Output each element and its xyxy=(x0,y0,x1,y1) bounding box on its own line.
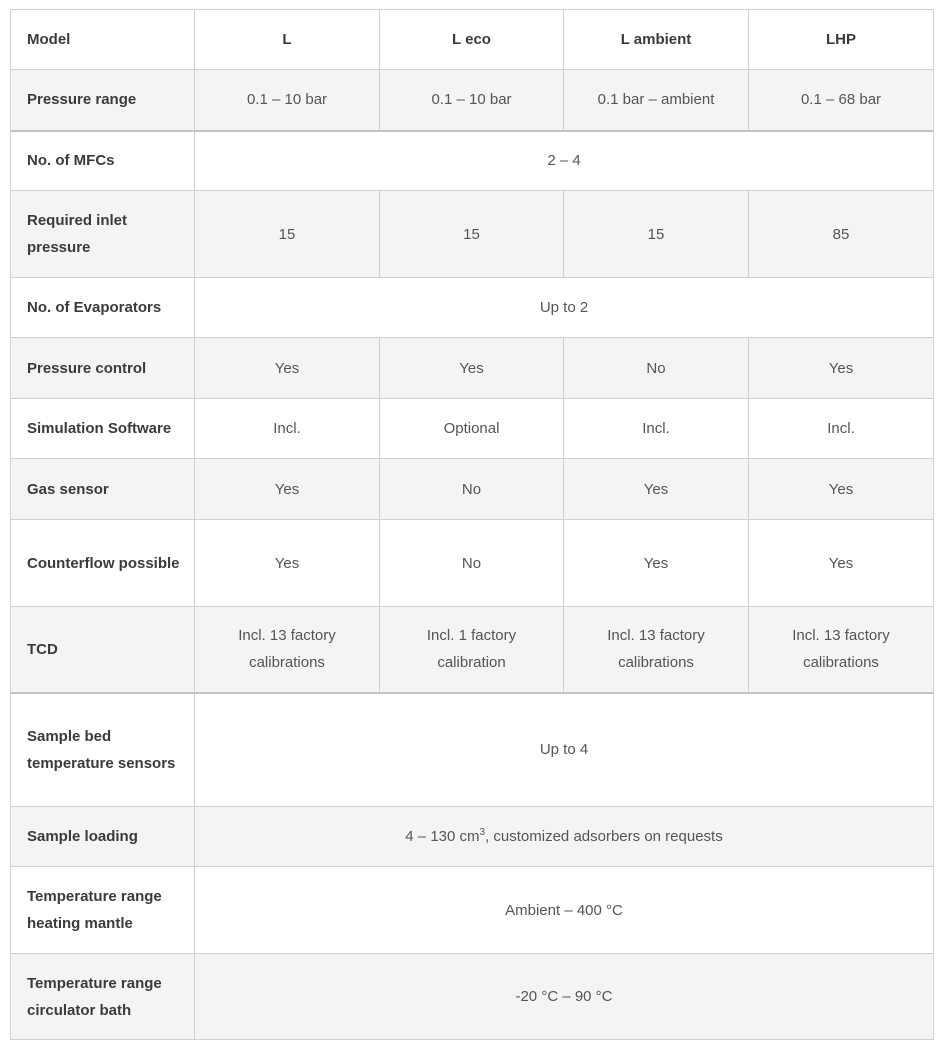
header-lhp: LHP xyxy=(749,10,934,70)
table-cell: Incl. 1 factory calibration xyxy=(380,607,564,693)
row-label: Pressure range xyxy=(11,70,195,131)
table-cell: Yes xyxy=(749,338,934,399)
table-cell: Incl. xyxy=(749,399,934,459)
row-label: Temperature range heating mantle xyxy=(11,867,195,954)
table-cell: Yes xyxy=(749,520,934,607)
header-model: Model xyxy=(11,10,195,70)
row-label: Sample loading xyxy=(11,807,195,867)
table-cell-merged: Up to 2 xyxy=(195,278,934,338)
table-cell-merged: Up to 4 xyxy=(195,693,934,807)
row-label: Pressure control xyxy=(11,338,195,399)
table-cell: Incl. 13 factory calibrations xyxy=(195,607,380,693)
table-cell: No xyxy=(380,459,564,520)
table-cell: Yes xyxy=(195,520,380,607)
table-cell: Yes xyxy=(195,338,380,399)
table-row xyxy=(11,191,934,278)
table-cell: Incl. xyxy=(564,399,749,459)
table-row xyxy=(11,131,934,191)
table-row xyxy=(11,338,934,399)
row-label: No. of MFCs xyxy=(11,131,195,191)
header-l: L xyxy=(195,10,380,70)
table-row xyxy=(11,607,934,693)
table-header-row xyxy=(11,10,934,70)
table-row xyxy=(11,399,934,459)
sample-loading-note: , customized adsorbers on requests xyxy=(485,828,723,845)
table-cell: Yes xyxy=(380,338,564,399)
superscript-unit: 3 xyxy=(479,827,486,838)
row-label: Counterflow possible xyxy=(11,520,195,607)
row-label: Simulation Software xyxy=(11,399,195,459)
table-cell: Yes xyxy=(564,459,749,520)
table-row xyxy=(11,954,934,1040)
row-label: Required inlet pressure xyxy=(11,191,195,278)
table-row xyxy=(11,807,934,867)
table-cell: 0.1 – 10 bar xyxy=(195,70,380,131)
table-row xyxy=(11,278,934,338)
table-cell: 15 xyxy=(380,191,564,278)
table-cell: 0.1 bar – ambient xyxy=(564,70,749,131)
table-row xyxy=(11,520,934,607)
header-l-ambient: L ambient xyxy=(564,10,749,70)
table-cell: 0.1 – 10 bar xyxy=(380,70,564,131)
header-l-eco: L eco xyxy=(380,10,564,70)
table-cell: No xyxy=(564,338,749,399)
table-cell: Incl. 13 factory calibrations xyxy=(749,607,934,693)
table-cell: Yes xyxy=(195,459,380,520)
specification-table xyxy=(10,9,934,1040)
table-cell: Optional xyxy=(380,399,564,459)
table-cell: Incl. xyxy=(195,399,380,459)
table-cell: No xyxy=(380,520,564,607)
table-cell: 15 xyxy=(195,191,380,278)
row-label: Gas sensor xyxy=(11,459,195,520)
table-cell: 15 xyxy=(564,191,749,278)
row-label: No. of Evaporators xyxy=(11,278,195,338)
row-label: TCD xyxy=(11,607,195,693)
table-cell-merged xyxy=(195,807,934,867)
table-cell-merged: Ambient – 400 °C xyxy=(195,867,934,954)
sample-loading-value: 4 – 130 cm xyxy=(405,828,480,845)
table-row xyxy=(11,693,934,807)
table-cell: Incl. 13 factory calibrations xyxy=(564,607,749,693)
table-cell: Yes xyxy=(564,520,749,607)
table-row xyxy=(11,70,934,131)
table-cell: Yes xyxy=(749,459,934,520)
table-row xyxy=(11,459,934,520)
table-row xyxy=(11,867,934,954)
table-cell: 0.1 – 68 bar xyxy=(749,70,934,131)
row-label: Temperature range circulator bath xyxy=(11,954,195,1040)
table-cell-merged: 2 – 4 xyxy=(195,131,934,191)
table-cell: 85 xyxy=(749,191,934,278)
row-label: Sample bed temperature sensors xyxy=(11,693,195,807)
table-cell-merged: -20 °C – 90 °C xyxy=(195,954,934,1040)
